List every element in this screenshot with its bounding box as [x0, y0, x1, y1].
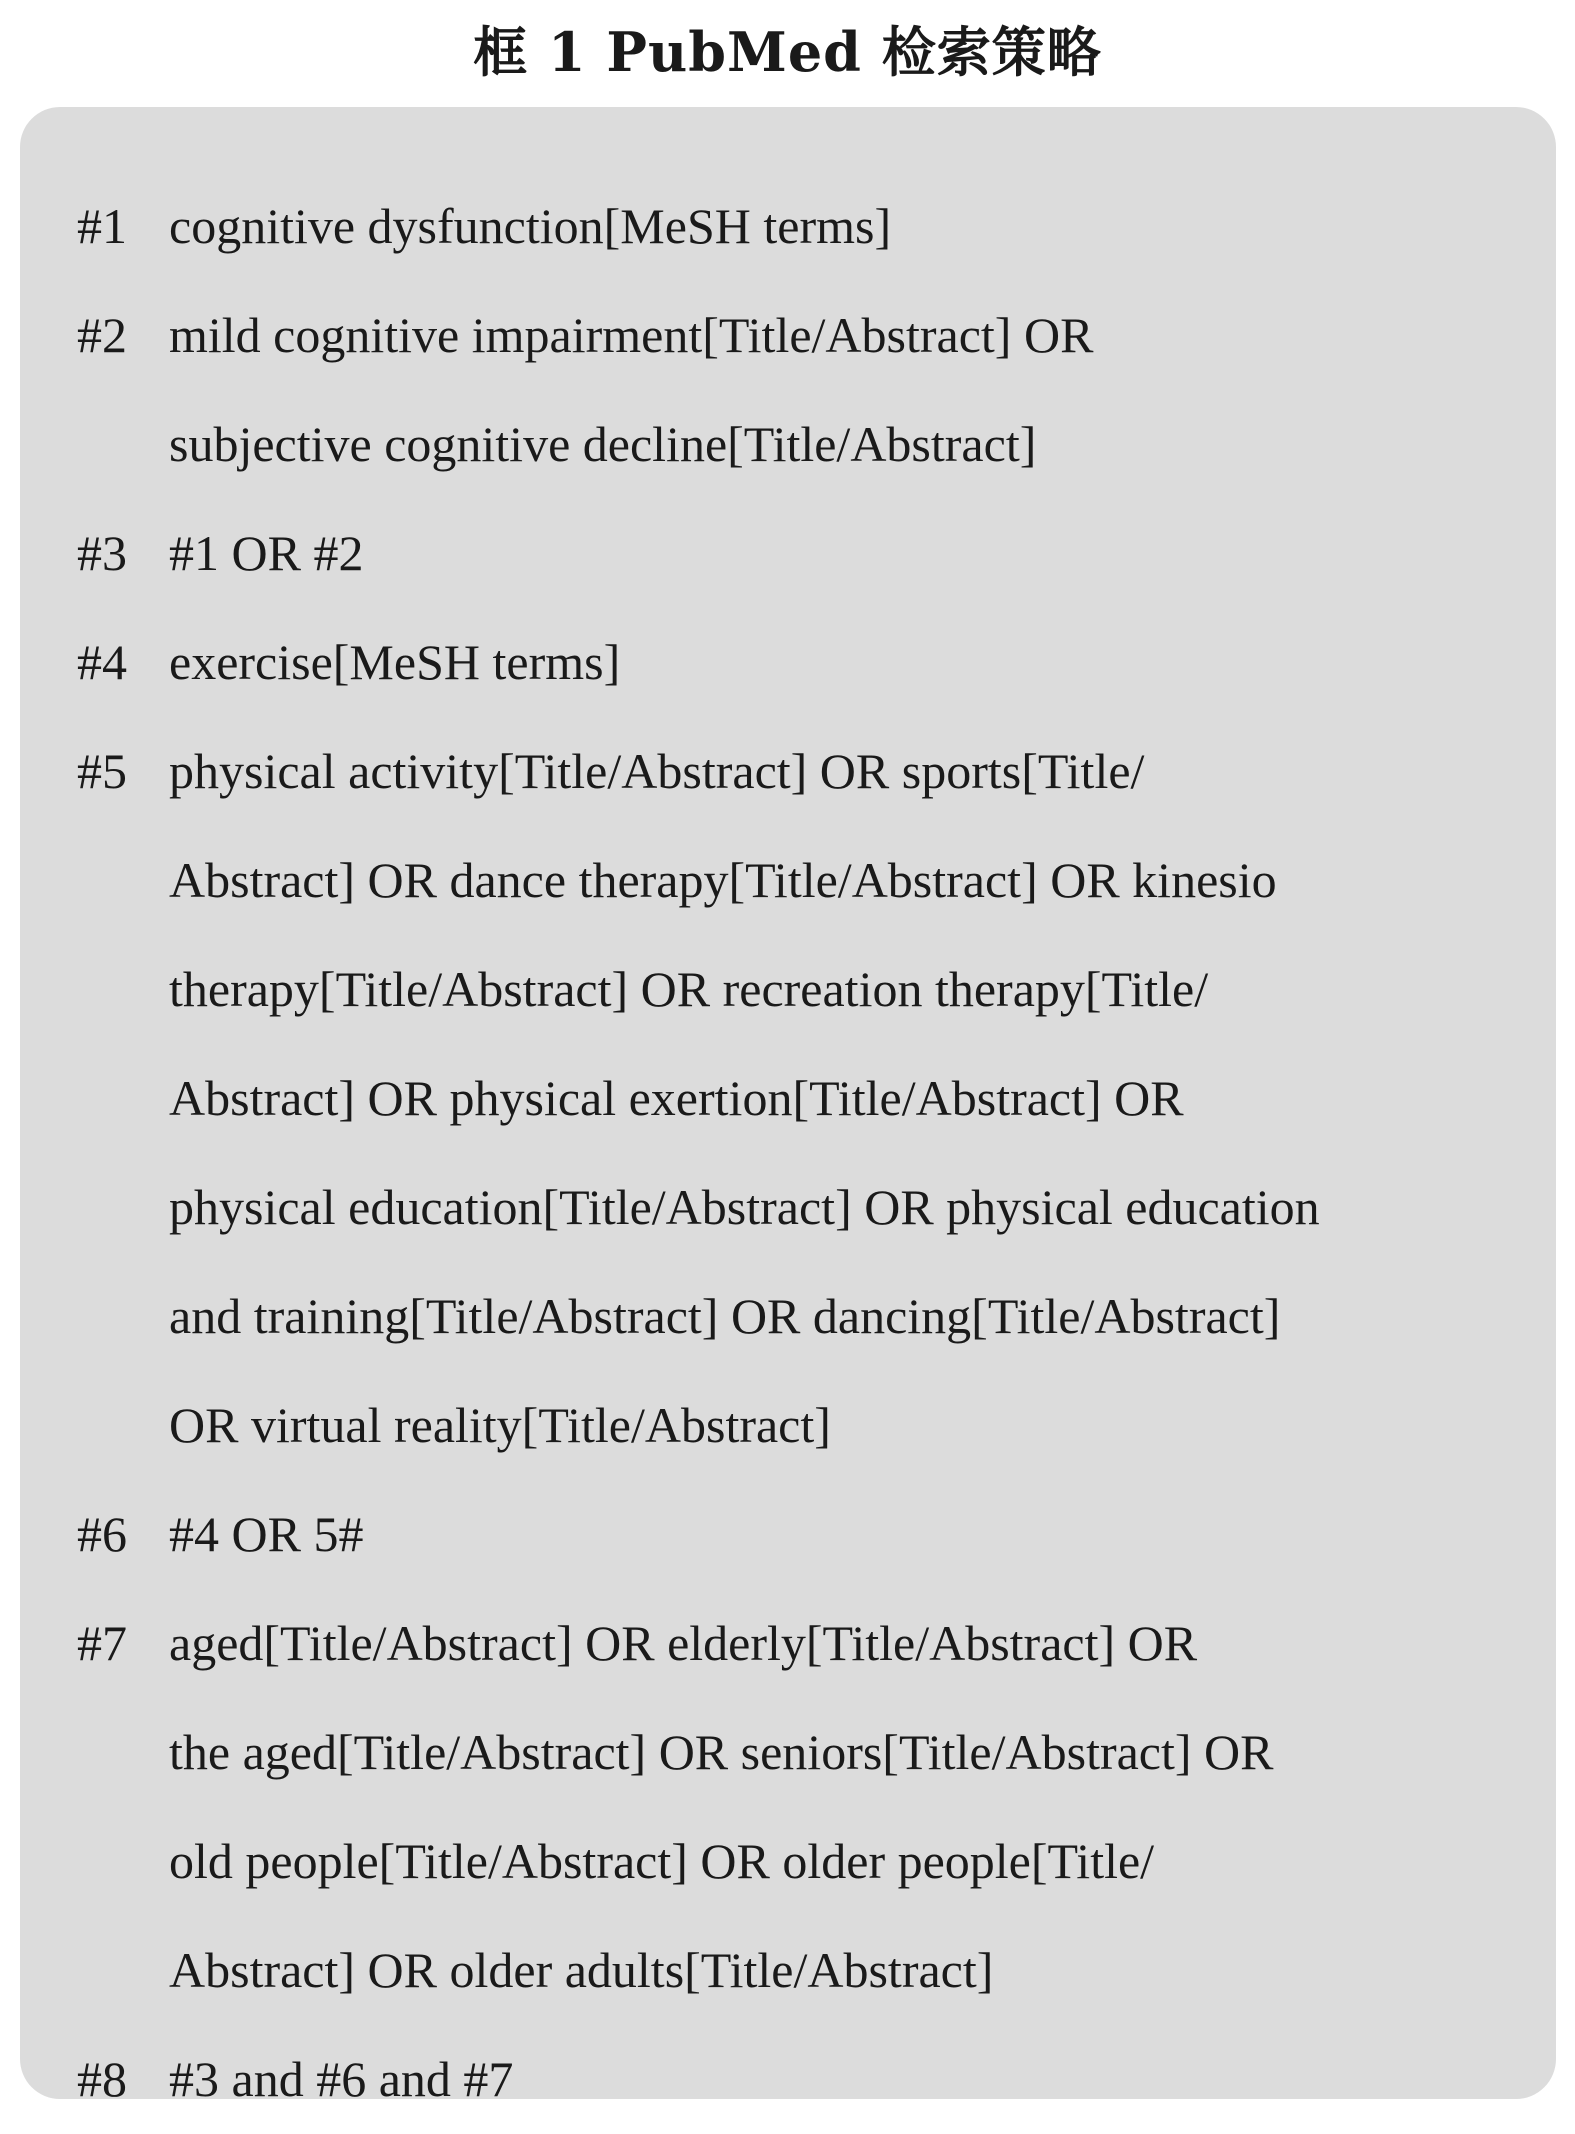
query-line: subjective cognitive decline[Title/Abstract]	[169, 416, 1037, 472]
query-line: physical activity[Title/Abstract] OR sports[Title/	[169, 743, 1145, 799]
search-step-query	[169, 2025, 1516, 2134]
search-step-3	[20, 499, 1516, 608]
search-step-number: #4	[77, 634, 127, 690]
search-step-query	[169, 1480, 1516, 1589]
search-step-query	[169, 281, 1516, 499]
box-title: 框 1 PubMed 检索策略	[473, 19, 1102, 84]
search-step-query	[169, 499, 1516, 608]
query-line: the aged[Title/Abstract] OR seniors[Title/Abstract] OR	[169, 1724, 1274, 1780]
search-step-1	[20, 198, 1516, 281]
search-step-number: #3	[77, 525, 127, 581]
query-line: #1 OR #2	[169, 525, 364, 581]
query-line: mild cognitive impairment[Title/Abstract] OR	[169, 307, 1094, 363]
query-line: aged[Title/Abstract] OR elderly[Title/Abstract] OR	[169, 1615, 1198, 1671]
search-step-number: #2	[77, 307, 127, 363]
query-line: #4 OR 5#	[169, 1506, 364, 1562]
search-step-7	[20, 1589, 1516, 2025]
search-step-query	[169, 717, 1516, 1480]
search-step-number: #8	[77, 2051, 127, 2107]
search-step-6	[20, 1480, 1516, 1589]
search-step-8	[20, 2025, 1516, 2134]
query-line: therapy[Title/Abstract] OR recreation therapy[Title/	[169, 961, 1209, 1017]
query-line: exercise[MeSH terms]	[169, 634, 621, 690]
search-step-query	[169, 172, 1516, 281]
query-line: old people[Title/Abstract] OR older people[Title/	[169, 1833, 1155, 1889]
query-line: Abstract] OR dance therapy[Title/Abstract] OR kinesio	[169, 852, 1277, 908]
search-step-5	[20, 717, 1516, 1480]
search-step-number: #6	[77, 1506, 127, 1562]
search-step-4	[20, 608, 1516, 717]
search-strategy-panel	[20, 107, 1556, 2107]
query-line: OR virtual reality[Title/Abstract]	[169, 1397, 831, 1453]
search-step-number: #7	[77, 1615, 127, 1671]
search-step-number: #5	[77, 743, 127, 799]
query-line: #3 and #6 and #7	[169, 2051, 514, 2107]
query-line: Abstract] OR physical exertion[Title/Abstract] OR	[169, 1070, 1184, 1126]
search-step-number: #1	[77, 198, 127, 254]
search-step-query	[169, 608, 1516, 717]
search-step-2	[20, 281, 1516, 499]
query-line: Abstract] OR older adults[Title/Abstract]	[169, 1942, 994, 1998]
query-line: physical education[Title/Abstract] OR physical education	[169, 1179, 1320, 1235]
query-line: cognitive dysfunction[MeSH terms]	[169, 198, 892, 254]
search-step-query	[169, 1589, 1516, 2025]
query-line: and training[Title/Abstract] OR dancing[Title/Abstract]	[169, 1288, 1281, 1344]
